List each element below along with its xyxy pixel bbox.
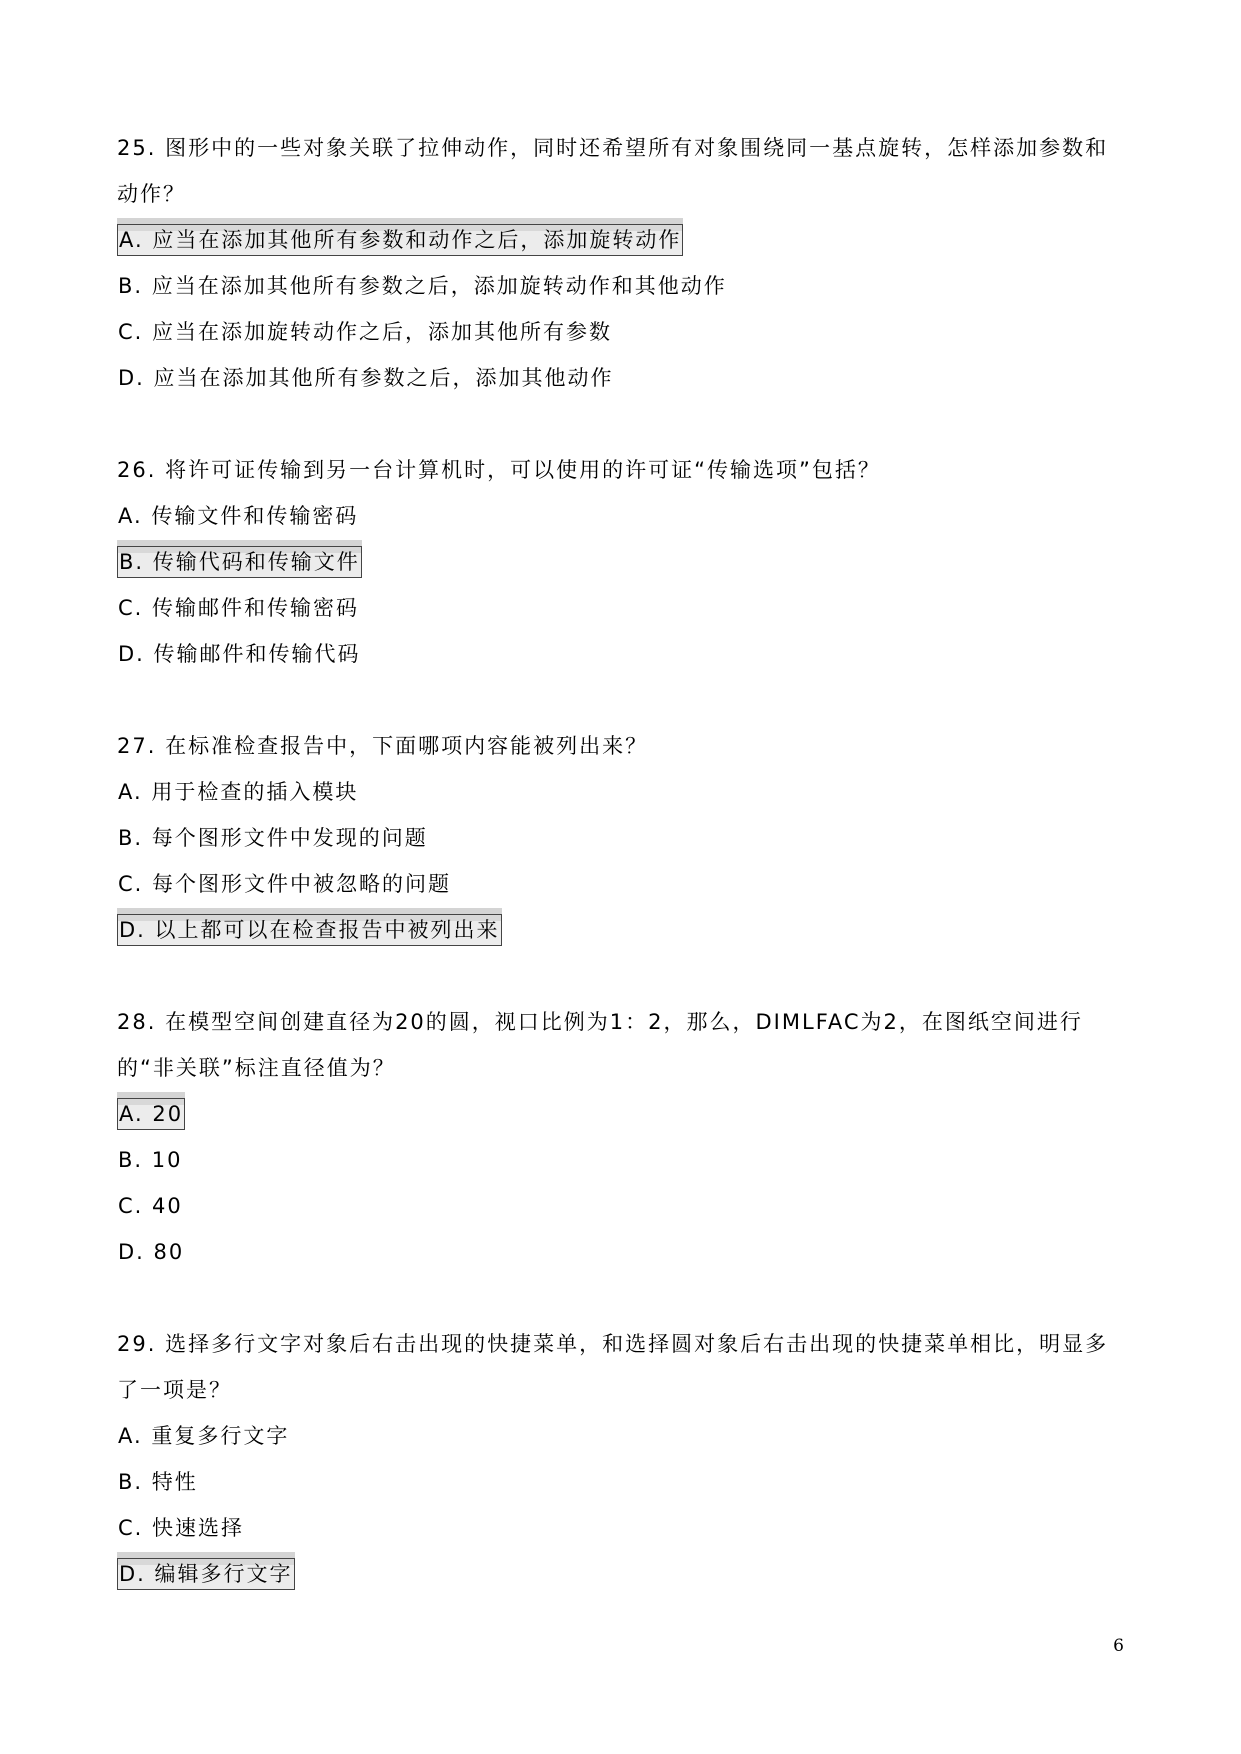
option-a: A. 用于检查的插入模块	[118, 780, 359, 804]
question-28	[117, 999, 1127, 1275]
option-b: B. 10	[118, 1148, 183, 1172]
option-a-correct: A. 20	[117, 1091, 1127, 1137]
option-d: D. 80	[118, 1240, 185, 1264]
question-25	[117, 125, 1127, 401]
option-b: B. 特性	[118, 1470, 198, 1494]
page-number: 6	[1113, 1636, 1124, 1656]
option-c: C. 快速选择	[118, 1516, 245, 1540]
option-c: C. 应当在添加旋转动作之后，添加其他所有参数	[118, 320, 613, 344]
question-27	[117, 723, 1127, 953]
option-d: D. 应当在添加其他所有参数之后，添加其他动作	[118, 366, 614, 390]
option-b: B. 每个图形文件中发现的问题	[118, 826, 428, 850]
option-a: A. 传输文件和传输密码	[118, 504, 359, 528]
option-a-correct: A. 应当在添加其他所有参数和动作之后，添加旋转动作	[117, 217, 1127, 263]
question-26	[117, 447, 1127, 677]
option-c: C. 每个图形文件中被忽略的问题	[118, 872, 452, 896]
option-a: A. 重复多行文字	[118, 1424, 290, 1448]
option-b-correct: B. 传输代码和传输文件	[117, 539, 1127, 585]
question-stem: 26. 将许可证传输到另一台计算机时，可以使用的许可证“传输选项”包括？	[117, 458, 881, 482]
option-c: C. 40	[118, 1194, 183, 1218]
option-d: D. 传输邮件和传输代码	[118, 642, 361, 666]
option-c: C. 传输邮件和传输密码	[118, 596, 360, 620]
option-d-correct: D. 以上都可以在检查报告中被列出来	[117, 907, 1127, 953]
option-d-correct: D. 编辑多行文字	[117, 1551, 1127, 1597]
question-stem: 29. 选择多行文字对象后右击出现的快捷菜单，和选择圆对象后右击出现的快捷菜单相比，明显多了一项是？	[117, 1332, 1109, 1402]
question-stem: 25. 图形中的一些对象关联了拉伸动作，同时还希望所有对象围绕同一基点旋转，怎样添加参数和动作？	[117, 136, 1109, 206]
option-b: B. 应当在添加其他所有参数之后，添加旋转动作和其他动作	[118, 274, 727, 298]
question-stem: 27. 在标准检查报告中，下面哪项内容能被列出来？	[117, 734, 649, 758]
question-29	[117, 1321, 1127, 1597]
question-stem: 28. 在模型空间创建直径为20的圆，视口比例为1：2，那么，DIMLFAC为2，在图纸空间进行的“非关联”标注直径值为？	[117, 1010, 1083, 1080]
